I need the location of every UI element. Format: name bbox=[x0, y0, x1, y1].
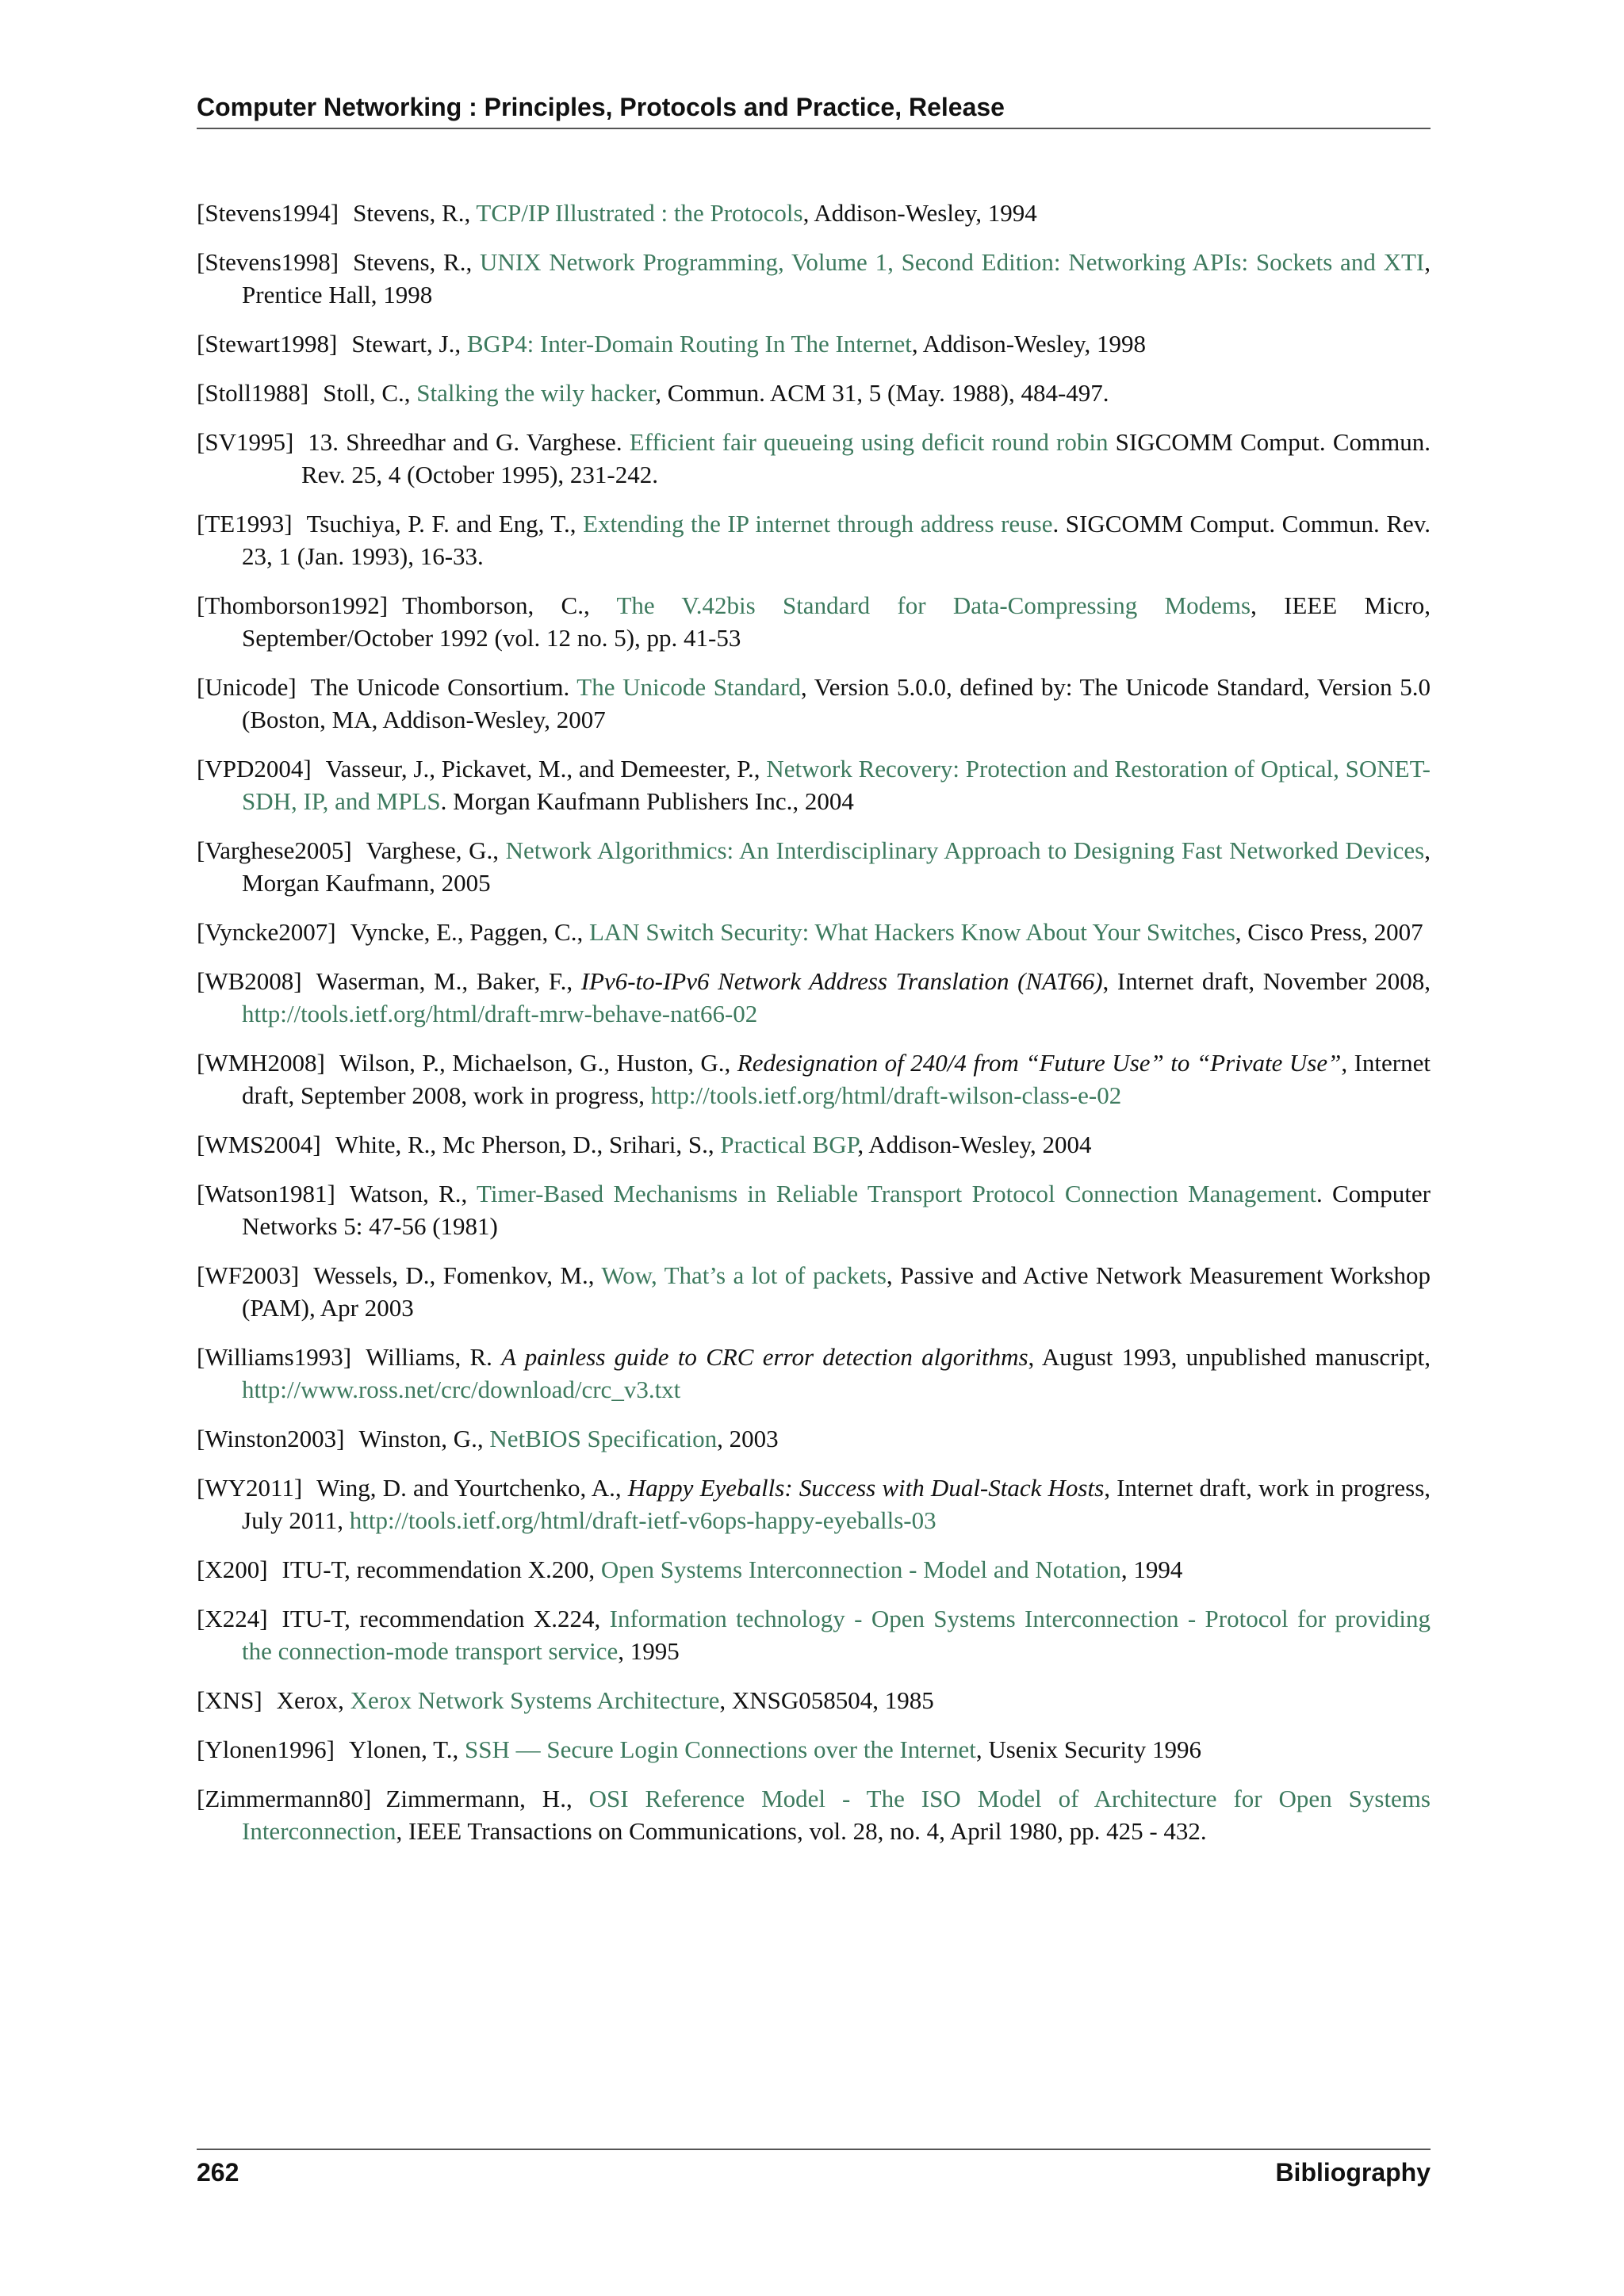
bibliography-entry bbox=[197, 1553, 1431, 1586]
reference-text: Stewart, J., bbox=[351, 330, 467, 358]
bibliography-entry bbox=[197, 507, 1431, 572]
reference-text: Thomborson, C., bbox=[402, 591, 617, 619]
citation-key: [Stewart1998] bbox=[197, 330, 338, 358]
citation-key: [XNS] bbox=[197, 1686, 262, 1714]
reference-link[interactable]: TCP/IP Illustrated : the Protocols bbox=[476, 199, 803, 227]
bibliography-entry bbox=[197, 834, 1431, 899]
footer-rule bbox=[197, 2149, 1431, 2150]
reference-link[interactable]: OSI Reference Model - The ISO Model of Architecture for Open Systems Interconnection bbox=[242, 1785, 1431, 1845]
reference-link[interactable]: Wow, That’s a lot of packets bbox=[601, 1261, 887, 1289]
reference-text: , Version 5.0.0, defined by: The Unicode Standard, Version 5.0 (Boston, MA, Addison-Wesley, 2007 bbox=[242, 673, 1431, 733]
reference-text: , Addison-Wesley, 2004 bbox=[857, 1131, 1092, 1158]
reference-text: The Unicode Consortium. bbox=[310, 673, 577, 701]
citation-key: [WMS2004] bbox=[197, 1131, 321, 1158]
reference-title: Redesignation of 240/4 from “Future Use” to “Private Use” bbox=[737, 1049, 1342, 1077]
reference-text: Varghese, G., bbox=[366, 836, 506, 864]
reference-title: A painless guide to CRC error detection algorithms bbox=[501, 1343, 1028, 1371]
citation-key: [Vyncke2007] bbox=[197, 918, 336, 946]
bibliography-entry bbox=[197, 1047, 1431, 1112]
citation-key: [Unicode] bbox=[197, 673, 297, 701]
bibliography-entry bbox=[197, 671, 1431, 736]
footer-section-title: Bibliography bbox=[1275, 2158, 1431, 2187]
bibliography-entry bbox=[197, 377, 1431, 409]
reference-text: Watson, R., bbox=[349, 1180, 477, 1207]
reference-text: Stevens, R., bbox=[353, 248, 480, 276]
citation-key: [Stevens1994] bbox=[197, 199, 339, 227]
reference-link[interactable]: http://tools.ietf.org/html/draft-mrw-behave-nat66-02 bbox=[242, 1000, 758, 1027]
citation-key: [Winston2003] bbox=[197, 1425, 345, 1452]
reference-link[interactable]: Xerox Network Systems Architecture bbox=[350, 1686, 720, 1714]
reference-link[interactable]: SSH — Secure Login Connections over the Internet bbox=[465, 1735, 976, 1763]
bibliography-list bbox=[197, 197, 1431, 1864]
reference-text: , IEEE Micro, September/October 1992 (vol. 12 no. 5), pp. 41-53 bbox=[242, 591, 1431, 652]
reference-text: Ylonen, T., bbox=[348, 1735, 465, 1763]
reference-text: , Addison-Wesley, 1998 bbox=[911, 330, 1147, 358]
citation-key: [Varghese2005] bbox=[197, 836, 352, 864]
reference-text: Waserman, M., Baker, F., bbox=[316, 967, 581, 995]
reference-text: , 1995 bbox=[618, 1637, 680, 1665]
bibliography-entry bbox=[197, 1602, 1431, 1667]
bibliography-entry bbox=[197, 1782, 1431, 1847]
reference-link[interactable]: Network Recovery: Protection and Restoration of Optical, SONET-SDH, IP, and MPLS bbox=[242, 755, 1431, 815]
reference-text: , Cisco Press, 2007 bbox=[1235, 918, 1423, 946]
citation-key: [WB2008] bbox=[197, 967, 302, 995]
reference-text: Williams, R. bbox=[366, 1343, 502, 1371]
reference-title: IPv6-to-IPv6 Network Address Translation (NAT66) bbox=[580, 967, 1103, 995]
bibliography-entry bbox=[197, 752, 1431, 817]
reference-link[interactable]: http://tools.ietf.org/html/draft-wilson-class-e-02 bbox=[650, 1081, 1122, 1109]
citation-key: [WY2011] bbox=[197, 1474, 303, 1502]
bibliography-entry bbox=[197, 426, 1431, 491]
citation-key: [TE1993] bbox=[197, 510, 293, 538]
reference-text: , 2003 bbox=[717, 1425, 779, 1452]
reference-text: White, R., Mc Pherson, D., Srihari, S., bbox=[335, 1131, 721, 1158]
reference-text: 13. Shreedhar and G. Varghese. bbox=[308, 428, 630, 456]
reference-text: Stevens, R., bbox=[353, 199, 477, 227]
reference-text: , Prentice Hall, 1998 bbox=[242, 248, 1431, 308]
reference-text: , Commun. ACM 31, 5 (May. 1988), 484-497. bbox=[655, 379, 1109, 407]
reference-link[interactable]: LAN Switch Security: What Hackers Know About Your Switches bbox=[588, 918, 1235, 946]
reference-text: . Morgan Kaufmann Publishers Inc., 2004 bbox=[440, 787, 854, 815]
citation-key: [Williams1993] bbox=[197, 1343, 352, 1371]
reference-link[interactable]: Open Systems Interconnection - Model and Notation bbox=[600, 1556, 1121, 1583]
reference-link[interactable]: Practical BGP bbox=[720, 1131, 858, 1158]
reference-text: . SIGCOMM Comput. Commun. Rev. 23, 1 (Jan. 1993), 16-33. bbox=[242, 510, 1431, 570]
reference-text: , IEEE Transactions on Communications, vol. 28, no. 4, April 1980, pp. 425 - 432. bbox=[396, 1817, 1207, 1845]
reference-text: , Usenix Security 1996 bbox=[975, 1735, 1201, 1763]
citation-key: [VPD2004] bbox=[197, 755, 312, 783]
reference-text: Vyncke, E., Paggen, C., bbox=[350, 918, 589, 946]
bibliography-entry bbox=[197, 1177, 1431, 1242]
citation-key: [Zimmermann80] bbox=[197, 1785, 372, 1812]
citation-key: [WF2003] bbox=[197, 1261, 300, 1289]
header-rule bbox=[197, 128, 1431, 129]
page-number: 262 bbox=[197, 2158, 239, 2187]
reference-text: Stoll, C., bbox=[323, 379, 417, 407]
reference-title: Happy Eyeballs: Success with Dual-Stack Hosts bbox=[627, 1474, 1105, 1502]
reference-text: Vasseur, J., Pickavet, M., and Demeester, P., bbox=[325, 755, 767, 783]
bibliography-entry bbox=[197, 1471, 1431, 1536]
reference-link[interactable]: Stalking the wily hacker bbox=[416, 379, 656, 407]
reference-link[interactable]: UNIX Network Programming, Volume 1, Second Edition: Networking APIs: Sockets and XTI bbox=[480, 248, 1425, 276]
citation-key: [Ylonen1996] bbox=[197, 1735, 335, 1763]
reference-link[interactable]: NetBIOS Specification bbox=[489, 1425, 718, 1452]
citation-key: [WMH2008] bbox=[197, 1049, 325, 1077]
bibliography-entry bbox=[197, 1128, 1431, 1161]
reference-link[interactable]: The Unicode Standard bbox=[576, 673, 801, 701]
reference-text: ITU-T, recommendation X.224, bbox=[282, 1605, 610, 1632]
reference-text: , Passive and Active Network Measurement Workshop (PAM), Apr 2003 bbox=[242, 1261, 1431, 1322]
reference-link[interactable]: BGP4: Inter-Domain Routing In The Internet bbox=[466, 330, 912, 358]
reference-link[interactable]: Information technology - Open Systems Interconnection - Protocol for providing the connection-mode transport service bbox=[242, 1605, 1431, 1665]
reference-text: , August 1993, unpublished manuscript, bbox=[1028, 1343, 1431, 1371]
reference-text: , Morgan Kaufmann, 2005 bbox=[242, 836, 1431, 897]
page-footer bbox=[197, 2155, 1431, 2190]
citation-key: [SV1995] bbox=[197, 428, 294, 456]
bibliography-entry bbox=[197, 1684, 1431, 1716]
reference-text: Wilson, P., Michaelson, G., Huston, G., bbox=[339, 1049, 737, 1077]
running-header: Computer Networking : Principles, Protocols and Practice, Release bbox=[197, 93, 1005, 121]
citation-key: [Watson1981] bbox=[197, 1180, 335, 1207]
citation-key: [X200] bbox=[197, 1556, 268, 1583]
reference-text: , XNSG058504, 1985 bbox=[719, 1686, 934, 1714]
reference-text: , Internet draft, September 2008, work in progress, bbox=[242, 1049, 1431, 1109]
reference-link[interactable]: The V.42bis Standard for Data-Compressing Modems bbox=[616, 591, 1251, 619]
bibliography-entry bbox=[197, 589, 1431, 654]
reference-text: Winston, G., bbox=[358, 1425, 490, 1452]
reference-text: , Internet draft, November 2008, bbox=[1102, 967, 1431, 995]
reference-link[interactable]: http://tools.ietf.org/html/draft-ietf-v6ops-happy-eyeballs-03 bbox=[349, 1506, 936, 1534]
reference-text: . Computer Networks 5: 47-56 (1981) bbox=[242, 1180, 1431, 1240]
reference-text: Wing, D. and Yourtchenko, A., bbox=[316, 1474, 628, 1502]
reference-text: , Internet draft, work in progress, July 2011, bbox=[242, 1474, 1431, 1534]
bibliography-entry bbox=[197, 1733, 1431, 1766]
reference-link[interactable]: Network Algorithmics: An Interdisciplinary Approach to Designing Fast Networked Devices bbox=[505, 836, 1425, 864]
reference-text: Zimmermann, H., bbox=[385, 1785, 589, 1812]
reference-text: Wessels, D., Fomenkov, M., bbox=[313, 1261, 602, 1289]
reference-link[interactable]: Extending the IP internet through address reuse bbox=[583, 510, 1053, 538]
citation-key: [Thomborson1992] bbox=[197, 591, 389, 619]
reference-text: SIGCOMM Comput. Commun. Rev. 25, 4 (October 1995), 231-242. bbox=[301, 428, 1431, 488]
bibliography-entry bbox=[197, 965, 1431, 1030]
bibliography-entry bbox=[197, 327, 1431, 360]
citation-key: [X224] bbox=[197, 1605, 268, 1632]
reference-link[interactable]: Efficient fair queueing using deficit round robin bbox=[629, 428, 1109, 456]
reference-text: Tsuchiya, P. F. and Eng, T., bbox=[306, 510, 584, 538]
bibliography-entry bbox=[197, 246, 1431, 311]
citation-key: [Stoll1988] bbox=[197, 379, 309, 407]
reference-link[interactable]: http://www.ross.net/crc/download/crc_v3.txt bbox=[242, 1376, 681, 1403]
reference-text: , Addison-Wesley, 1994 bbox=[802, 199, 1037, 227]
reference-link[interactable]: Timer-Based Mechanisms in Reliable Transport Protocol Connection Management bbox=[477, 1180, 1316, 1207]
bibliography-entry bbox=[197, 916, 1431, 948]
reference-text: ITU-T, recommendation X.200, bbox=[282, 1556, 601, 1583]
bibliography-entry bbox=[197, 197, 1431, 229]
bibliography-entry bbox=[197, 1422, 1431, 1455]
bibliography-entry bbox=[197, 1259, 1431, 1324]
bibliography-entry bbox=[197, 1341, 1431, 1406]
reference-text: , 1994 bbox=[1120, 1556, 1183, 1583]
citation-key: [Stevens1998] bbox=[197, 248, 339, 276]
reference-text: Xerox, bbox=[276, 1686, 350, 1714]
